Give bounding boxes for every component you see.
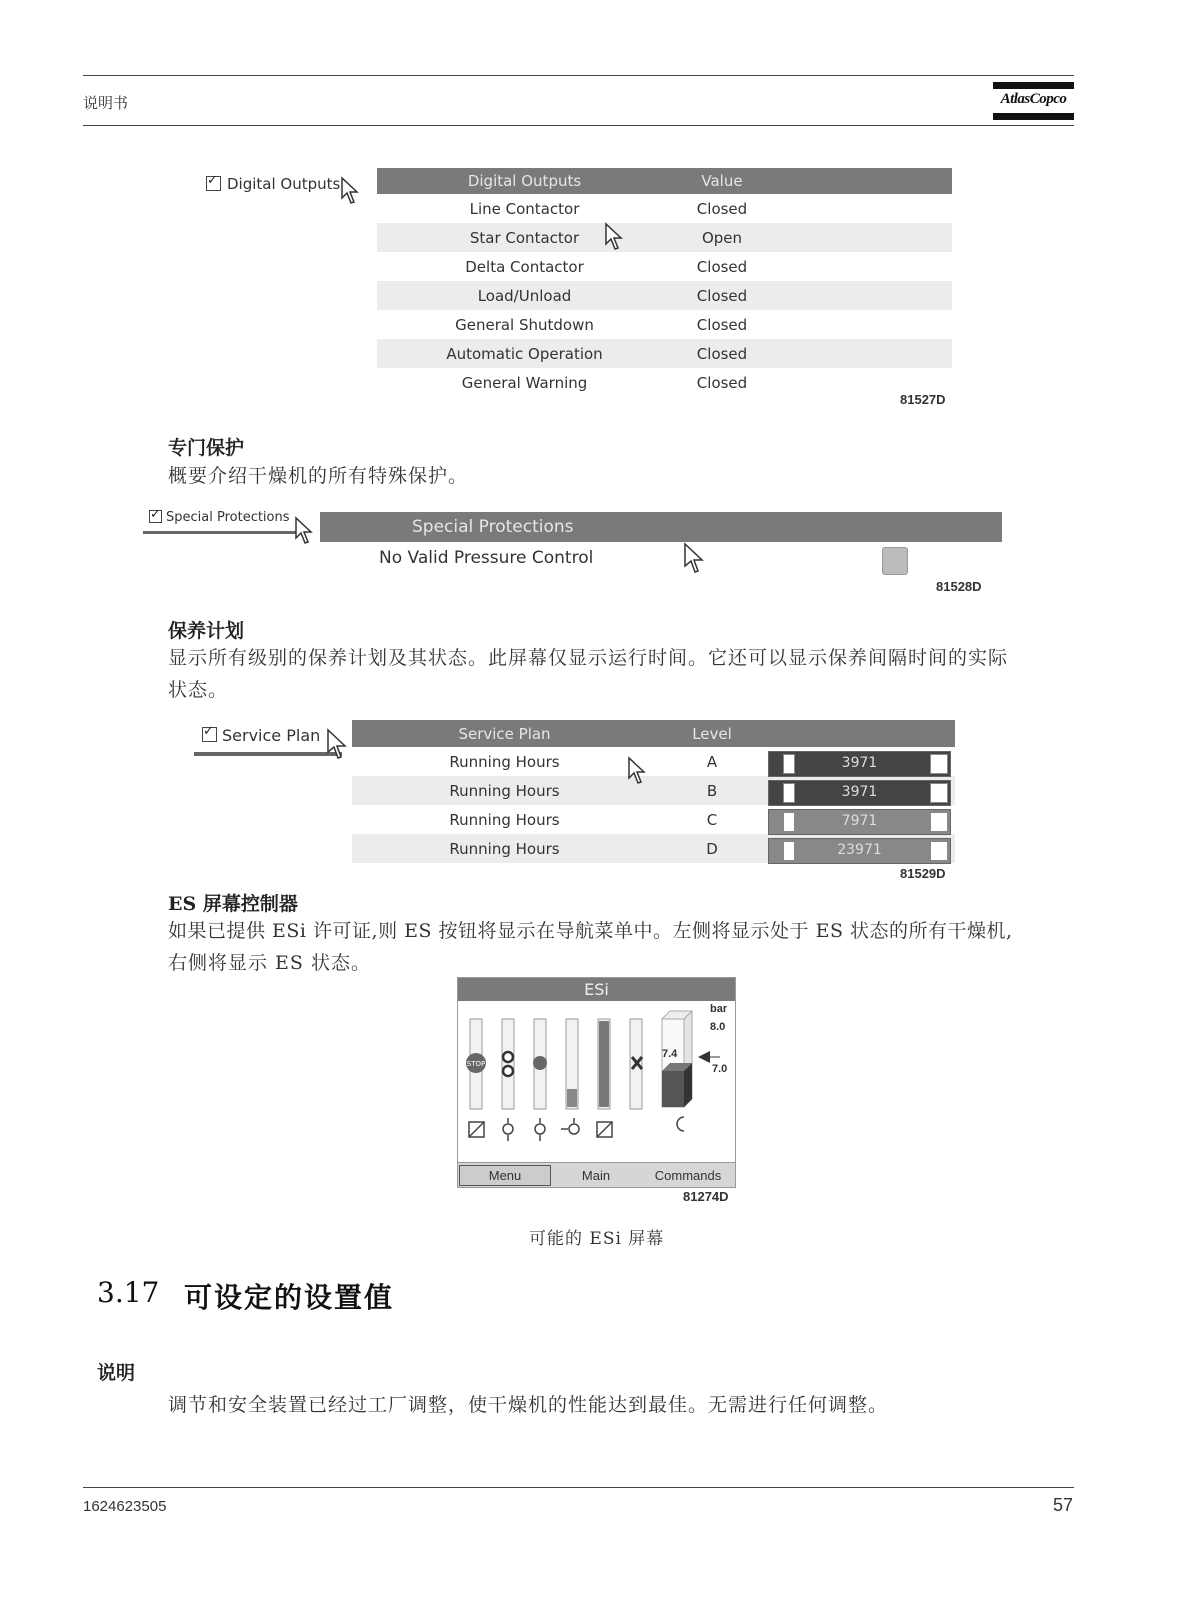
mouse-cursor-icon: [294, 516, 314, 546]
output-value: Closed: [696, 257, 748, 276]
special-protections-text: 概要介绍干燥机的所有特殊保护。: [168, 465, 469, 487]
figure-code: 81274D: [683, 1189, 729, 1204]
svg-text:STOP: STOP: [466, 1060, 486, 1068]
section-number: 3.17: [97, 1276, 160, 1309]
output-name: General Warning: [461, 373, 588, 392]
tab-menu[interactable]: Menu: [459, 1165, 551, 1186]
header-title: 说明书: [83, 95, 129, 112]
table-row[interactable]: [377, 252, 952, 281]
output-value: Closed: [696, 344, 748, 363]
output-name: Delta Contactor: [465, 257, 584, 276]
plan-level: B: [706, 781, 718, 800]
table-row[interactable]: [377, 194, 952, 223]
selection-underline: [194, 752, 342, 756]
table-row[interactable]: [377, 339, 952, 368]
digital-outputs-table: [377, 168, 952, 397]
table-header: [352, 720, 955, 747]
special-protections-checkbox-label: Special Protections: [166, 510, 290, 525]
esi-dryer-graphic: [458, 1001, 735, 1161]
output-value: Closed: [696, 315, 748, 334]
esi-screen: [457, 977, 736, 1188]
footer-rule: [83, 1487, 1074, 1488]
figure-caption: 可能的 ESi 屏幕: [529, 1229, 665, 1249]
es-heading: ES 屏幕控制器: [168, 893, 298, 915]
hours-bar: 7971: [768, 809, 951, 835]
plan-level: D: [706, 839, 718, 858]
gauge-max: 8.0: [710, 1021, 726, 1033]
table-row[interactable]: [377, 281, 952, 310]
output-value: Open: [701, 228, 743, 247]
hours-bar: 3971: [768, 780, 951, 806]
hours-bar: 3971: [768, 751, 951, 777]
plan-name: Running Hours: [449, 781, 560, 800]
selection-underline: [143, 531, 305, 534]
plan-level: C: [706, 810, 718, 829]
atlas-copco-logo: AtlasCopco: [993, 82, 1074, 122]
status-icon[interactable]: [882, 547, 908, 575]
mouse-cursor-icon: [604, 222, 624, 252]
column-header-name: Digital Outputs: [467, 172, 582, 190]
output-value: Closed: [696, 373, 748, 392]
special-protection-item: No Valid Pressure Control: [379, 548, 594, 568]
output-name: Load/Unload: [477, 286, 572, 305]
service-plan-text: 显示所有级别的保养计划及其状态。此屏幕仅显示运行时间。它还可以显示保养间隔时间的实际: [168, 647, 1009, 669]
mouse-cursor-icon: [340, 176, 360, 206]
es-text-2: 右侧将显示 ES 状态。: [168, 952, 371, 974]
column-header-plan: Service Plan: [458, 724, 551, 743]
service-plan-checkbox-label: Service Plan: [222, 726, 321, 745]
mouse-cursor-icon: [683, 542, 705, 576]
output-value: Closed: [696, 199, 748, 218]
table-row[interactable]: [377, 223, 952, 252]
header-bottom-rule: [83, 125, 1074, 126]
table-row[interactable]: [377, 310, 952, 339]
special-protections-checkbox[interactable]: [149, 510, 162, 523]
service-plan-heading: 保养计划: [168, 620, 245, 642]
section-title: 可设定的设置值: [184, 1281, 395, 1314]
service-plan-checkbox[interactable]: [202, 727, 217, 742]
gauge-setpoint: 7.0: [712, 1063, 728, 1075]
figure-code: 81528D: [936, 579, 982, 594]
output-name: General Shutdown: [455, 315, 594, 334]
esi-nav-bar: [458, 1162, 735, 1187]
sub-heading: 说明: [97, 1362, 136, 1384]
special-protections-header: Special Protections: [320, 512, 1002, 542]
table-row[interactable]: [377, 368, 952, 397]
digital-outputs-checkbox[interactable]: [206, 176, 221, 191]
column-header-value: Value: [701, 172, 743, 190]
special-protections-heading: 专门保护: [168, 437, 245, 459]
output-name: Line Contactor: [469, 199, 580, 218]
tab-commands[interactable]: Commands: [654, 1168, 722, 1183]
table-header: [377, 168, 952, 194]
plan-name: Running Hours: [449, 839, 560, 858]
figure-code: 81529D: [900, 866, 946, 881]
figure-code: 81527D: [900, 392, 946, 407]
digital-outputs-checkbox-label: Digital Outputs: [227, 175, 341, 193]
plan-name: Running Hours: [449, 752, 560, 771]
page-number: 57: [1053, 1495, 1074, 1515]
plan-name: Running Hours: [449, 810, 560, 829]
service-plan-text-2: 状态。: [168, 679, 229, 701]
header-top-rule: [83, 75, 1074, 76]
esi-title: ESi: [458, 978, 735, 1001]
doc-number: 1624623505: [83, 1498, 167, 1515]
mouse-cursor-icon: [326, 728, 348, 762]
output-value: Closed: [696, 286, 748, 305]
plan-level: A: [706, 752, 718, 771]
es-text: 如果已提供 ESi 许可证,则 ES 按钮将显示在导航菜单中。左侧将显示处于 ES 状态的所有干燥机,: [168, 920, 1013, 942]
gauge-unit: bar: [710, 1003, 728, 1015]
output-name: Star Contactor: [469, 228, 580, 247]
gauge-current-value: 7.4: [662, 1048, 678, 1060]
section-text: 调节和安全装置已经过工厂调整，使干燥机的性能达到最佳。无需进行任何调整。: [168, 1394, 889, 1416]
mouse-cursor-icon: [627, 756, 647, 786]
output-name: Automatic Operation: [446, 344, 603, 363]
tab-main[interactable]: Main: [581, 1168, 611, 1183]
column-header-level: Level: [692, 724, 732, 743]
hours-bar: 23971: [768, 838, 951, 864]
